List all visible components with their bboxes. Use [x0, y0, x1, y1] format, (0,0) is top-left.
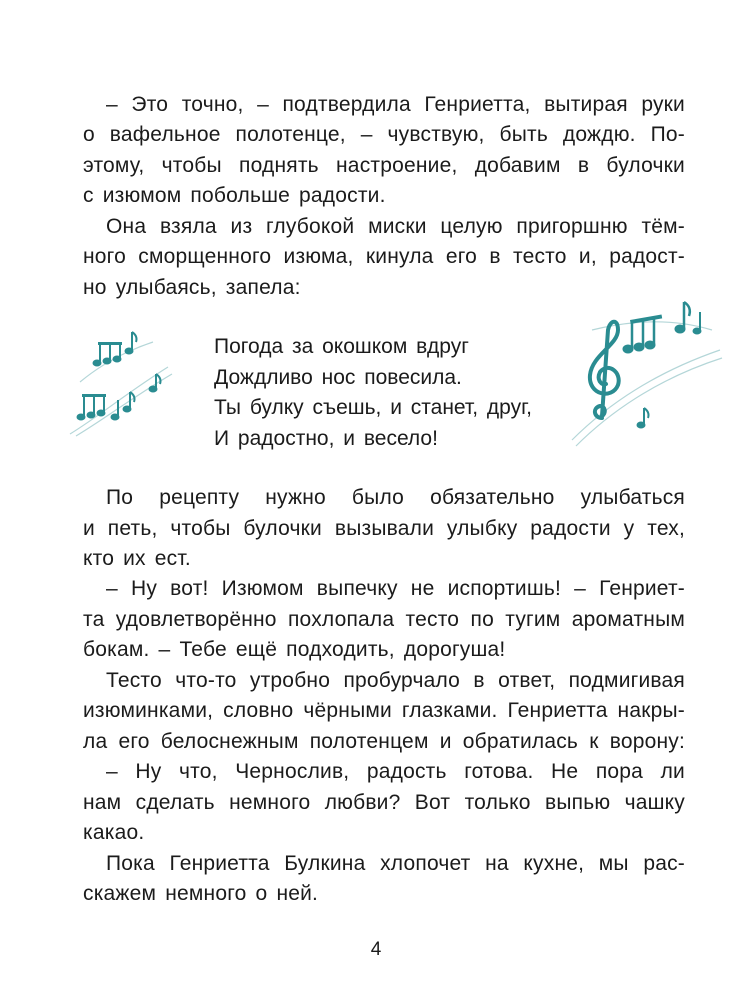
- text-line: с изюмом побольше радости.: [83, 184, 386, 207]
- text-line: Тесто что-то утробно пробурчало в ответ, подмигивая: [106, 669, 685, 692]
- text-line: – Это точно, – подтвердила Генриетта, вытирая руки: [106, 93, 685, 116]
- text-line: изюминками, словно чёрными глазками. Генриетта накры-: [83, 699, 685, 722]
- text-line: По рецепту нужно было обязательно улыбаться: [106, 486, 685, 509]
- treble-clef-notes-icon: [572, 290, 722, 450]
- page-number: 4: [370, 939, 382, 960]
- text-line: какао.: [83, 821, 145, 844]
- text-line: ла его белоснежным полотенцем и обратилась к ворону:: [83, 730, 685, 753]
- text-line: Пока Генриетта Булкина хлопочет на кухне, мы рас-: [106, 852, 685, 875]
- poem-line: Дождливо нос повесила.: [214, 366, 462, 389]
- text-line: нам сделать немного любви? Вот только выпью чашку: [83, 791, 685, 814]
- text-line: этому, чтобы поднять настроение, добавим в булочки: [83, 154, 685, 177]
- poem-line: Погода за окошком вдруг: [214, 335, 469, 358]
- text-line: ного сморщенного изюма, кинула его в тесто и, радост-: [83, 245, 685, 268]
- poem-line: Ты булку съешь, и станет, друг,: [214, 396, 533, 419]
- text-line: Она взяла из глубокой миски целую пригоршню тём-: [106, 215, 685, 238]
- text-line: о вафельное полотенце, – чувствую, быть дождю. По-: [83, 123, 685, 146]
- text-line: та удовлетворённо похлопала тесто по тугим ароматным: [83, 608, 685, 631]
- text-line: и петь, чтобы булочки вызывали улыбку радости у тех,: [83, 517, 685, 540]
- text-line: кто их ест.: [83, 547, 191, 570]
- text-line: но улыбаясь, запела:: [83, 276, 301, 299]
- music-notes-icon: [68, 322, 178, 442]
- poem-line: И радостно, и весело!: [214, 427, 438, 450]
- text-line: скажем немного о ней.: [83, 882, 319, 905]
- text-line: – Ну вот! Изюмом выпечку не испортишь! – Генриет-: [106, 577, 685, 600]
- text-line: бокам. – Тебе ещё подходить, дорогуша!: [83, 638, 506, 661]
- text-line: – Ну что, Чернослив, радость готова. Не пора ли: [106, 760, 685, 783]
